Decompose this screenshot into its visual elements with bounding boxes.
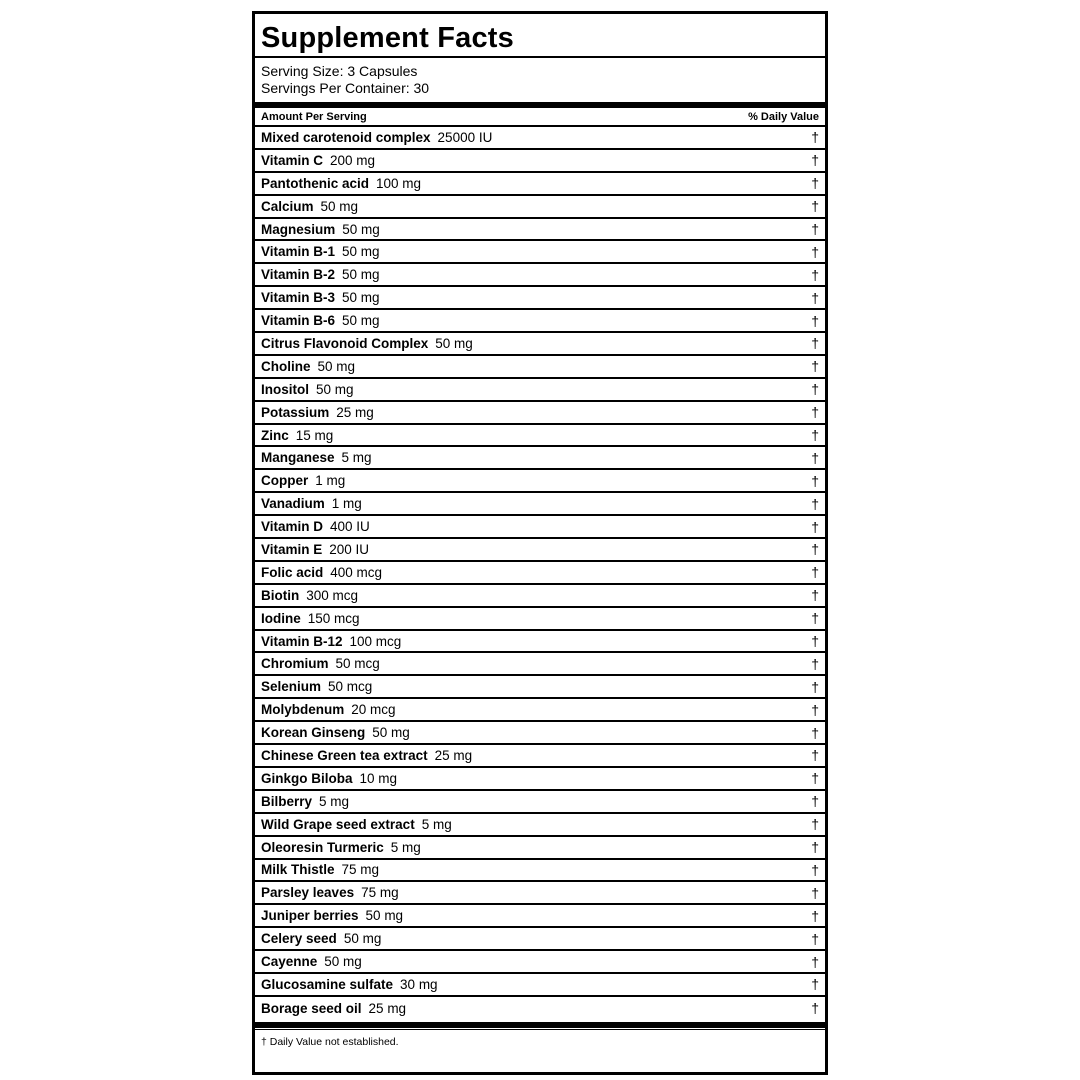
nutrient-amount: 25 mg xyxy=(368,1000,407,1016)
nutrient-label xyxy=(261,794,349,809)
daily-value-dagger: † xyxy=(811,266,819,283)
nutrient-name: Chinese Green tea extract xyxy=(261,747,428,763)
nutrient-label xyxy=(261,611,360,626)
nutrient-name: Manganese xyxy=(261,450,335,466)
nutrient-name: Korean Ginseng xyxy=(261,725,366,741)
nutrient-amount: 10 mg xyxy=(359,770,398,786)
nutrient-label xyxy=(261,313,380,328)
footnote: † Daily Value not established. xyxy=(255,1029,825,1048)
nutrient-amount: 200 mg xyxy=(330,152,376,168)
nutrient-label xyxy=(261,702,396,717)
daily-value-dagger: † xyxy=(811,724,819,741)
nutrient-name: Folic acid xyxy=(261,564,324,580)
nutrient-amount: 25000 IU xyxy=(437,129,493,145)
nutrient-row xyxy=(255,287,825,310)
panel-title: Supplement Facts xyxy=(255,14,825,58)
daily-value-dagger: † xyxy=(811,1000,819,1017)
nutrient-amount: 400 IU xyxy=(330,519,370,535)
nutrient-label xyxy=(261,679,372,694)
nutrient-name: Choline xyxy=(261,358,311,374)
nutrient-row xyxy=(255,493,825,516)
daily-value-dagger: † xyxy=(811,518,819,535)
nutrient-row xyxy=(255,905,825,928)
nutrient-amount: 1 mg xyxy=(315,473,346,489)
nutrient-label xyxy=(261,656,380,671)
nutrient-row xyxy=(255,631,825,654)
nutrient-row xyxy=(255,608,825,631)
nutrient-name: Borage seed oil xyxy=(261,1000,362,1016)
nutrient-row xyxy=(255,264,825,287)
nutrient-label xyxy=(261,565,382,580)
nutrient-amount: 5 mg xyxy=(421,816,452,832)
daily-value-dagger: † xyxy=(811,861,819,878)
nutrient-label xyxy=(261,748,472,763)
daily-value-dagger: † xyxy=(811,678,819,695)
serving-info xyxy=(255,58,825,102)
nutrient-name: Bilberry xyxy=(261,793,313,809)
nutrient-amount: 50 mg xyxy=(316,381,354,397)
daily-value-dagger: † xyxy=(811,221,819,237)
nutrient-amount: 50 mg xyxy=(342,221,380,237)
nutrient-name: Chromium xyxy=(261,656,329,672)
nutrient-row xyxy=(255,539,825,562)
daily-value-dagger: † xyxy=(811,770,819,787)
nutrient-label xyxy=(261,382,354,397)
nutrient-amount: 50 mg xyxy=(342,244,380,260)
nutrient-amount: 20 mcg xyxy=(351,702,396,718)
nutrient-name: Cayenne xyxy=(261,954,318,969)
column-header xyxy=(255,108,825,127)
nutrient-name: Citrus Flavonoid Complex xyxy=(261,335,429,351)
daily-value-dagger: † xyxy=(811,884,819,901)
nutrient-name: Calcium xyxy=(261,198,314,214)
nutrient-label xyxy=(261,336,473,351)
nutrient-label xyxy=(261,542,369,557)
nutrient-amount: 5 mg xyxy=(319,793,350,809)
nutrient-name: Glucosamine sulfate xyxy=(261,976,394,992)
nutrient-row xyxy=(255,241,825,264)
nutrient-name: Zinc xyxy=(261,427,289,443)
nutrient-row xyxy=(255,768,825,791)
nutrient-name: Juniper berries xyxy=(261,908,359,924)
nutrient-list xyxy=(255,127,825,1020)
nutrient-row xyxy=(255,447,825,470)
nutrient-row xyxy=(255,814,825,837)
nutrient-label xyxy=(261,290,380,305)
nutrient-label xyxy=(261,244,380,259)
nutrient-name: Magnesium xyxy=(261,221,336,237)
nutrient-name: Parsley leaves xyxy=(261,885,355,901)
nutrient-label xyxy=(261,473,345,488)
daily-value-dagger: † xyxy=(811,404,819,421)
nutrient-row xyxy=(255,928,825,951)
nutrient-row xyxy=(255,699,825,722)
nutrient-row xyxy=(255,196,825,219)
daily-value-dagger: † xyxy=(811,633,819,650)
nutrient-label xyxy=(261,954,362,969)
nutrient-label xyxy=(261,267,380,282)
daily-value-dagger: † xyxy=(811,610,819,627)
nutrient-label xyxy=(261,885,399,900)
daily-value-dagger: † xyxy=(811,129,819,146)
nutrient-amount: 75 mg xyxy=(361,885,399,901)
nutrient-label xyxy=(261,199,358,214)
nutrient-name: Vitamin B-1 xyxy=(261,244,336,260)
nutrient-amount: 50 mg xyxy=(372,725,410,741)
nutrient-amount: 25 mg xyxy=(434,747,473,763)
daily-value-dagger: † xyxy=(811,427,819,444)
daily-value-dagger: † xyxy=(811,358,819,375)
nutrient-row xyxy=(255,333,825,356)
nutrient-label xyxy=(261,725,410,740)
nutrient-row xyxy=(255,676,825,699)
nutrient-row xyxy=(255,745,825,768)
nutrient-amount: 5 mg xyxy=(390,839,421,855)
nutrient-amount: 200 IU xyxy=(329,541,370,557)
nutrient-label xyxy=(261,130,492,145)
nutrient-row xyxy=(255,127,825,150)
nutrient-name: Vitamin D xyxy=(261,519,324,535)
nutrient-label xyxy=(261,222,380,237)
nutrient-label xyxy=(261,450,372,465)
daily-value-dagger: † xyxy=(811,701,819,718)
nutrient-name: Vitamin B-2 xyxy=(261,267,336,283)
nutrient-name: Copper xyxy=(261,473,309,489)
nutrient-label xyxy=(261,428,333,443)
nutrient-name: Vitamin C xyxy=(261,152,324,168)
nutrient-row xyxy=(255,562,825,585)
nutrient-label xyxy=(261,588,358,603)
servings-per-container: Servings Per Container: 30 xyxy=(261,79,430,96)
nutrient-amount: 50 mg xyxy=(342,313,380,329)
nutrient-amount: 400 mcg xyxy=(330,564,383,580)
nutrient-label xyxy=(261,908,403,923)
nutrient-amount: 100 mcg xyxy=(349,633,402,649)
daily-value-header: % Daily Value xyxy=(748,110,819,123)
daily-value-dagger: † xyxy=(811,793,819,810)
nutrient-name: Vitamin B-3 xyxy=(261,290,336,306)
nutrient-row xyxy=(255,356,825,379)
nutrient-row xyxy=(255,310,825,333)
daily-value-dagger: † xyxy=(811,976,819,993)
daily-value-dagger: † xyxy=(811,839,819,856)
nutrient-name: Inositol xyxy=(261,381,309,397)
nutrient-name: Oleoresin Turmeric xyxy=(261,839,384,855)
nutrient-amount: 50 mg xyxy=(343,931,382,947)
daily-value-dagger: † xyxy=(811,175,819,192)
nutrient-row xyxy=(255,516,825,539)
serving-size: Serving Size: 3 Capsules xyxy=(261,63,418,79)
nutrient-amount: 50 mg xyxy=(435,335,473,351)
nutrient-row xyxy=(255,974,825,997)
nutrient-amount: 5 mg xyxy=(341,450,372,466)
nutrient-label xyxy=(261,771,397,786)
nutrient-row xyxy=(255,951,825,974)
nutrient-name: Selenium xyxy=(261,679,322,695)
nutrient-amount: 50 mg xyxy=(317,358,356,374)
nutrient-row xyxy=(255,585,825,608)
nutrient-amount: 50 mg xyxy=(342,267,380,283)
daily-value-dagger: † xyxy=(811,495,819,512)
daily-value-dagger: † xyxy=(811,289,819,306)
nutrient-row xyxy=(255,860,825,883)
nutrient-row xyxy=(255,219,825,242)
nutrient-row xyxy=(255,653,825,676)
nutrient-name: Vitamin B-6 xyxy=(261,313,336,329)
nutrient-amount: 75 mg xyxy=(341,862,380,878)
nutrient-row xyxy=(255,150,825,173)
nutrient-name: Pantothenic acid xyxy=(261,175,370,191)
nutrient-row xyxy=(255,425,825,448)
nutrient-label xyxy=(261,519,370,534)
nutrient-amount: 50 mg xyxy=(365,908,404,924)
nutrient-amount: 150 mcg xyxy=(307,610,360,626)
supplement-facts-panel xyxy=(252,11,828,1075)
nutrient-name: Biotin xyxy=(261,587,300,603)
nutrient-amount: 50 mg xyxy=(324,954,362,969)
daily-value-dagger: † xyxy=(811,381,819,398)
daily-value-dagger: † xyxy=(811,953,819,970)
daily-value-dagger: † xyxy=(811,587,819,604)
nutrient-name: Wild Grape seed extract xyxy=(261,816,415,832)
daily-value-dagger: † xyxy=(811,243,819,260)
daily-value-dagger: † xyxy=(811,335,819,352)
nutrient-label xyxy=(261,405,374,420)
nutrient-label xyxy=(261,359,355,374)
nutrient-label xyxy=(261,176,421,191)
nutrient-label xyxy=(261,840,421,855)
nutrient-label xyxy=(261,977,438,992)
thick-divider-bottom xyxy=(255,1022,825,1028)
daily-value-dagger: † xyxy=(811,564,819,581)
nutrient-row xyxy=(255,379,825,402)
nutrient-label xyxy=(261,1001,406,1016)
nutrient-name: Celery seed xyxy=(261,931,337,947)
nutrient-name: Vitamin B-12 xyxy=(261,633,343,649)
nutrient-row xyxy=(255,882,825,905)
daily-value-dagger: † xyxy=(811,747,819,764)
nutrient-amount: 50 mg xyxy=(320,198,359,214)
daily-value-dagger: † xyxy=(811,312,819,329)
nutrient-name: Iodine xyxy=(261,610,301,626)
daily-value-dagger: † xyxy=(811,930,819,947)
nutrient-row xyxy=(255,402,825,425)
nutrient-amount: 300 mcg xyxy=(306,587,359,603)
daily-value-dagger: † xyxy=(811,907,819,924)
nutrient-row xyxy=(255,173,825,196)
nutrient-row xyxy=(255,837,825,860)
daily-value-dagger: † xyxy=(811,152,819,169)
nutrient-label xyxy=(261,496,362,511)
daily-value-dagger: † xyxy=(811,816,819,833)
nutrient-amount: 50 mcg xyxy=(328,679,373,695)
nutrient-label xyxy=(261,931,381,946)
nutrient-name: Milk Thistle xyxy=(261,862,335,878)
daily-value-dagger: † xyxy=(811,541,819,558)
daily-value-dagger: † xyxy=(811,655,819,672)
nutrient-amount: 100 mg xyxy=(376,175,422,191)
daily-value-dagger: † xyxy=(811,198,819,215)
nutrient-label xyxy=(261,817,452,832)
nutrient-name: Ginkgo Biloba xyxy=(261,770,353,786)
daily-value-dagger: † xyxy=(811,472,819,489)
nutrient-amount: 25 mg xyxy=(336,404,374,420)
nutrient-amount: 30 mg xyxy=(400,976,438,992)
nutrient-label xyxy=(261,634,401,649)
nutrient-amount: 1 mg xyxy=(331,496,362,512)
nutrient-label xyxy=(261,862,379,877)
daily-value-dagger: † xyxy=(811,449,819,466)
nutrient-name: Potassium xyxy=(261,404,330,420)
nutrient-name: Vitamin E xyxy=(261,541,323,557)
nutrient-row xyxy=(255,470,825,493)
nutrient-amount: 15 mg xyxy=(295,427,334,443)
nutrient-row xyxy=(255,722,825,745)
nutrient-row xyxy=(255,997,825,1020)
nutrient-amount: 50 mg xyxy=(342,290,380,306)
nutrient-name: Molybdenum xyxy=(261,702,345,718)
nutrient-amount: 50 mcg xyxy=(335,656,380,672)
nutrient-row xyxy=(255,791,825,814)
nutrient-name: Mixed carotenoid complex xyxy=(261,129,431,145)
amount-per-serving-header: Amount Per Serving xyxy=(261,110,367,123)
nutrient-name: Vanadium xyxy=(261,496,325,512)
nutrient-label xyxy=(261,153,375,168)
